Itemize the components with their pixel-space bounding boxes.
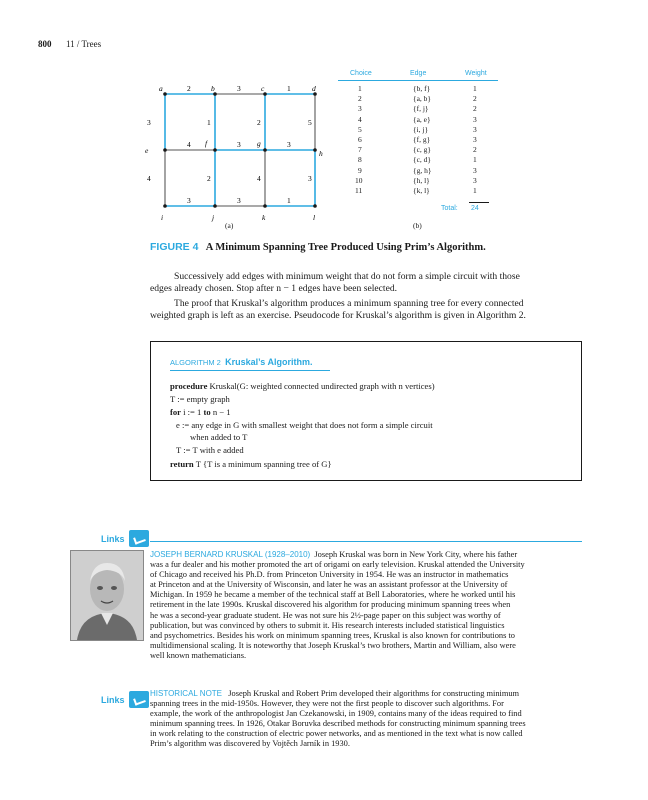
weight-ei: 4 <box>147 174 151 183</box>
table-cell-weight: 3 <box>473 114 477 124</box>
algorithm-label: ALGORITHM 2 <box>170 358 221 367</box>
table-cell-edge: {c, d} <box>413 155 432 165</box>
figure-a-sublabel: (a) <box>225 221 234 230</box>
table-cell-edge: {a, e} <box>413 114 431 124</box>
chapter-title: 11 / Trees <box>66 39 102 49</box>
note-line-text: Joseph Kruskal and Robert Prim developed their algorithms for constructing minimum <box>228 689 520 698</box>
table-total-value: 24 <box>471 205 479 212</box>
bio-line: publication, but was convinced by others to submit it. His research interests included statistical linguistics <box>150 620 505 630</box>
links-marker-note[interactable] <box>101 690 149 708</box>
algo-line-body2: when added to T <box>190 432 248 442</box>
table-header-rule <box>338 80 498 81</box>
weight-cg: 2 <box>257 118 261 127</box>
table-header-edge: Edge <box>410 70 427 77</box>
paragraph-1-line: Successively add edges with minimum weight that do not form a simple circuit with those <box>174 271 520 282</box>
bio-line-text: Joseph Kruskal was born in New York City, where his father <box>314 550 518 559</box>
vertex-label-f: f <box>205 139 208 148</box>
weight-gh: 3 <box>287 140 291 149</box>
table-cell-choice: 2 <box>358 94 362 104</box>
table-cell-weight: 3 <box>473 124 477 134</box>
vertex-label-e: e <box>145 146 149 155</box>
weight-bf: 1 <box>207 118 211 127</box>
bio-line <box>150 550 525 560</box>
table-cell-edge: {h, l} <box>413 175 430 185</box>
bio-line: he was a second-year graduate student. He was not sure his 2½-page paper on this subject was worthy of <box>150 610 501 620</box>
paragraph-2-cont <box>150 310 526 323</box>
weight-ab: 2 <box>187 84 191 93</box>
links-label[interactable]: Links <box>101 534 125 544</box>
for-end: n − 1 <box>210 407 231 417</box>
table-cell-choice: 5 <box>358 124 362 134</box>
algo-line-body1: e := any edge in G with smallest weight that does not form a simple circuit <box>176 420 433 430</box>
table-cell-choice: 7 <box>358 145 362 155</box>
vertex-label-i: i <box>161 213 164 222</box>
portrait-illustration <box>71 551 143 640</box>
vertex-f <box>213 148 217 152</box>
for-start: i := 1 <box>180 407 204 417</box>
vertex-label-d: d <box>312 84 316 93</box>
vertex-label-j: j <box>212 213 215 222</box>
keyword-return: return <box>170 459 194 469</box>
note-line: example, the work of the anthropologist Jan Czekanowski, in 1909, contains many of the ideas required to find <box>150 709 522 719</box>
vertex-e <box>163 148 167 152</box>
table-header-choice: Choice <box>350 70 372 77</box>
table-cell-weight: 3 <box>473 165 477 175</box>
paragraph-2-line: weighted graph is left as an exercise. Pseudocode for Kruskal’s algorithm is given in Algorithm 2. <box>150 310 526 321</box>
keyword-procedure: procedure <box>170 381 208 391</box>
vertex-label-h: h <box>319 149 323 158</box>
weight-hl: 3 <box>308 174 312 183</box>
note-heading: HISTORICAL NOTE <box>150 689 223 698</box>
table-cell-choice: 11 <box>355 186 363 195</box>
table-cell-weight: 2 <box>473 94 477 104</box>
table-cell-choice: 1 <box>358 84 362 93</box>
table-cell-choice: 3 <box>358 104 362 114</box>
table-cell-choice: 8 <box>358 155 362 165</box>
keyword-for: for <box>170 407 181 417</box>
note-line: Prim’s algorithm was discovered by Vojtěch Jarník in 1930. <box>150 739 350 749</box>
figure-b-sublabel: (b) <box>413 221 422 230</box>
historical-note <box>150 689 526 750</box>
vertex-label-c: c <box>261 84 265 93</box>
bio-paragraph <box>150 550 525 661</box>
table-cell-edge: {a, b} <box>413 94 432 104</box>
bio-line: retirement in the late 1990s. Kruskal discovered his algorithm for producing minimum spanning trees when <box>150 600 511 610</box>
table-cell-choice: 4 <box>358 114 362 124</box>
algorithm-title <box>170 357 312 367</box>
table-header-weight: Weight <box>465 70 487 77</box>
bio-line: was a fur dealer and his mother promoted the art of origami on early television. Kruskal attended the University <box>150 560 525 570</box>
weight-gk: 4 <box>257 174 261 183</box>
vertex-j <box>213 204 217 208</box>
links-marker-bio[interactable] <box>101 529 149 547</box>
vertex-h <box>313 148 317 152</box>
table-cell-edge: {i, j} <box>413 124 429 134</box>
table-cell-weight: 2 <box>473 145 477 155</box>
weight-jk: 3 <box>237 196 241 205</box>
bio-heading: JOSEPH BERNARD KRUSKAL (1928–2010) <box>150 550 311 559</box>
note-line: in work relating to the construction of electric power networks, and as mentioned in the text what is now called <box>150 729 523 739</box>
note-line <box>150 689 526 699</box>
table-cell-edge: {f, j} <box>413 104 429 114</box>
paragraph-2-line: The proof that Kruskal’s algorithm produces a minimum spanning tree for every connected <box>174 298 524 309</box>
weight-fg: 3 <box>237 140 241 149</box>
bio-line: at Princeton and at the University of Wisconsin, and later he was an assistant professor at the University of <box>150 580 508 590</box>
table-cell-weight: 1 <box>473 155 477 165</box>
portrait-photo <box>70 550 144 641</box>
algo-line-for <box>170 407 231 417</box>
table-total-rule <box>469 202 489 203</box>
bio-line: Michigan. In 1959 he became a member of the technical staff at Bell Laboratories, where he worked until his <box>150 590 516 600</box>
table-cell-weight: 3 <box>473 135 477 144</box>
figure-label: FIGURE 4 <box>150 241 199 253</box>
paragraph-1-cont <box>150 283 397 296</box>
table-cell-edge: {c, g} <box>413 145 432 155</box>
vertex-i <box>163 204 167 208</box>
return-expression: T {T is a minimum spanning tree of G} <box>193 459 332 469</box>
keyword-to: to <box>203 407 211 417</box>
weight-fj: 2 <box>207 174 211 183</box>
page-number: 800 <box>38 39 52 49</box>
table-cell-edge: {b, f} <box>413 84 431 93</box>
bio-line: well known mathematicians. <box>150 650 247 660</box>
vertex-l <box>313 204 317 208</box>
note-line: spanning trees in the mid-1950s. However, they were not the first people to discover such algorithms. For <box>150 699 504 709</box>
weight-bc: 3 <box>237 84 241 93</box>
bio-line: multidimensional scaling. It is noteworthy that Joseph Kruskal’s two brothers, Martin and William, also were <box>150 640 516 650</box>
paragraph-1-line: edges already chosen. Stop after n − 1 edges have been selected. <box>150 283 398 294</box>
algo-line-body3: T := T with e added <box>176 445 244 455</box>
weight-ef: 4 <box>187 140 191 149</box>
table-cell-choice: 6 <box>358 135 362 144</box>
table-cell-edge: {g, h} <box>413 165 432 175</box>
vertex-g <box>263 148 267 152</box>
algorithm-title-rule <box>170 370 330 371</box>
table-cell-choice: 10 <box>355 175 363 185</box>
note-line: minimum spanning trees. In 1926, Otakar Boruvka described methods for constructing minimum spanning trees <box>150 719 526 729</box>
figure-caption <box>150 241 486 253</box>
table-cell-weight: 1 <box>473 84 477 93</box>
vertex-k <box>263 204 267 208</box>
links-icon[interactable] <box>129 530 149 547</box>
algorithm-name: Kruskal’s Algorithm. <box>225 357 313 367</box>
vertex-a <box>163 92 167 96</box>
vertex-label-k: k <box>262 213 266 222</box>
table-total-label: Total: <box>441 205 458 212</box>
bio-rule <box>150 541 582 542</box>
weight-cd: 1 <box>287 84 291 93</box>
vertex-label-g: g <box>257 139 261 148</box>
table-cell-weight: 1 <box>473 186 477 195</box>
bio-line: and psychometrics. Besides his work on minimum spanning trees, Kruskal is also known for contributions to <box>150 630 515 640</box>
vertex-label-b: b <box>211 84 215 93</box>
weight-dh: 5 <box>308 118 312 127</box>
algo-line-procedure <box>170 381 435 391</box>
weight-kl: 1 <box>287 196 291 205</box>
vertex-label-a: a <box>159 84 163 93</box>
algo-line-return <box>170 459 332 469</box>
figure-a-graph <box>140 84 340 229</box>
vertex-label-l: l <box>313 213 316 222</box>
figure-caption-text: A Minimum Spanning Tree Produced Using Prim’s Algorithm. <box>205 242 486 253</box>
table-cell-choice: 9 <box>358 165 362 175</box>
table-cell-weight: 3 <box>473 175 477 185</box>
table-cell-weight: 2 <box>473 104 477 114</box>
table-cell-edge: {f, g} <box>413 135 431 144</box>
links-label[interactable]: Links <box>101 695 125 705</box>
bio-line: of Chicago and received his Ph.D. from Princeton University in 1954. He was an instructor in mathematics <box>150 570 509 580</box>
paragraph-1 <box>174 271 520 284</box>
algo-line-init: T := empty graph <box>170 394 230 404</box>
links-icon[interactable] <box>129 691 149 708</box>
weight-ij: 3 <box>187 196 191 205</box>
table-cell-edge: {k, l} <box>413 186 430 195</box>
paragraph-2 <box>174 298 524 311</box>
weight-ae: 3 <box>147 118 151 127</box>
procedure-signature: Kruskal(G: weighted connected undirected graph with n vertices) <box>207 381 435 391</box>
